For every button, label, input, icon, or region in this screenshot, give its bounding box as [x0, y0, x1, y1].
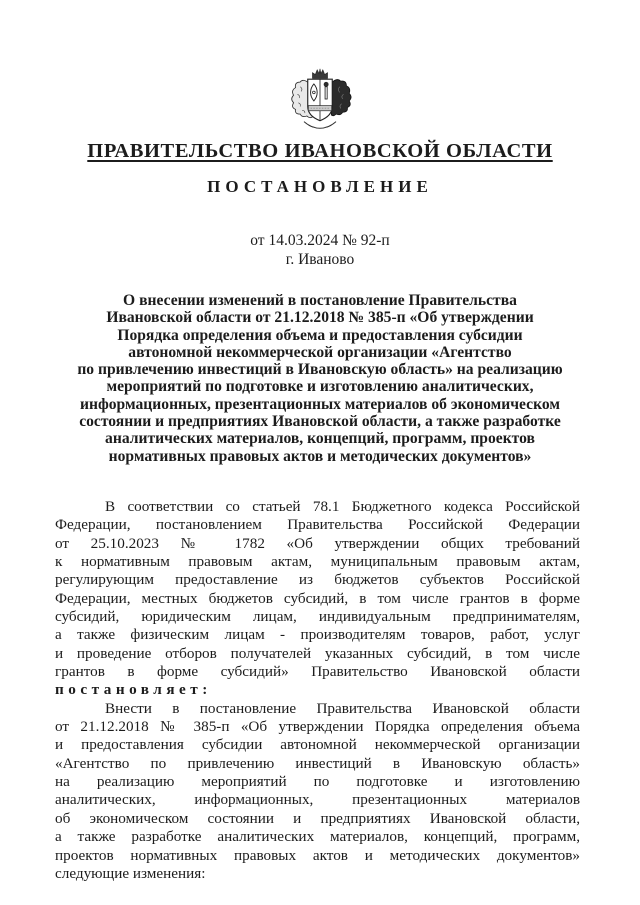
authority-name: ПРАВИТЕЛЬСТВО ИВАНОВСКОЙ ОБЛАСТИ [87, 140, 553, 162]
body-paragraph-1 [55, 498, 580, 681]
date-and-number: от 14.03.2024 № 92-п [250, 232, 390, 249]
text-line: Порядка определения объема и предоставления субсидии [117, 326, 523, 344]
text-line: автономной некоммерческой организации «Агентство [128, 343, 512, 361]
text-line: Ивановской области от 21.12.2018 № 385-п «Об утверждении [106, 309, 534, 327]
text-line: Внести в постановление Правительства Ивановской области [105, 699, 580, 717]
text-line: «Агентство по привлечению инвестиций в Ивановскую область» [55, 754, 580, 772]
document-type-heading: ПОСТАНОВЛЕНИЕ [207, 177, 433, 196]
document-body [0, 498, 640, 883]
text-line: мероприятий по подготовке и изготовлению аналитических, [106, 378, 534, 396]
text-line: к нормативным правовым актам, муниципальным правовым актам, [55, 553, 580, 570]
text-line: от 25.10.2023 № 1782 «Об утверждении общих требований [55, 534, 580, 552]
text-line: следующие изменения: [55, 864, 206, 882]
text-line: от 21.12.2018 № 385-п «Об утверждении Порядка определения объема [55, 718, 580, 736]
text-line: Федерации, постановлением Правительства Российской Федерации [55, 516, 580, 534]
text-line: Федерации, местных бюджетов субсидий, в том числе грантов в форме [55, 589, 580, 607]
body-paragraph-2 [55, 700, 580, 883]
text-line: а также разработке аналитических материалов, концепций, программ, [55, 828, 580, 846]
text-line: аналитических материалов, концепций, программ, проектов [105, 430, 535, 448]
text-line: об экономическом состоянии и предприятиях Ивановской области, [55, 809, 580, 827]
text-line: и проведение отборов получателей указанных субсидий, в том числе [55, 644, 580, 662]
text-line: грантов в форме субсидий» Правительство Ивановской области [55, 663, 580, 681]
text-line: состоянии и предприятиях Ивановской области, а также разработке [79, 413, 561, 431]
text-line: субсидий, юридическим лицам, индивидуальным предпринимателям, [55, 608, 580, 626]
text-line: по привлечению инвестиций в Ивановскую область» на реализацию [77, 361, 563, 379]
text-line: О внесении изменений в постановление Правительства [123, 292, 517, 309]
text-line: и предоставления субсидии автономной некоммерческой организации [55, 736, 580, 754]
text-line: информационных, презентационных материалов об экономическом [80, 395, 560, 413]
text-line: проектов нормативных правовых актов и методических документов» [55, 846, 580, 864]
document-subject [0, 292, 640, 465]
text-line: а также физическим лицам - производителям товаров, работ, услуг [55, 626, 580, 644]
ivanovo-coat-of-arms-icon [285, 66, 355, 132]
text-line: регулирующим предоставление из бюджетов субъектов Российской [55, 571, 580, 589]
text-line: нормативных правовых актов и методических документов» [108, 447, 532, 465]
city-name: г. Иваново [285, 251, 355, 268]
text-line: на реализацию мероприятий по подготовке и изготовлению [55, 773, 580, 791]
text-line: аналитических, информационных, презентационных материалов [55, 791, 580, 809]
text-line: В соответствии со статьей 78.1 Бюджетного кодекса Российской [105, 497, 580, 515]
resolves-keyword: постановляет: [55, 681, 212, 699]
